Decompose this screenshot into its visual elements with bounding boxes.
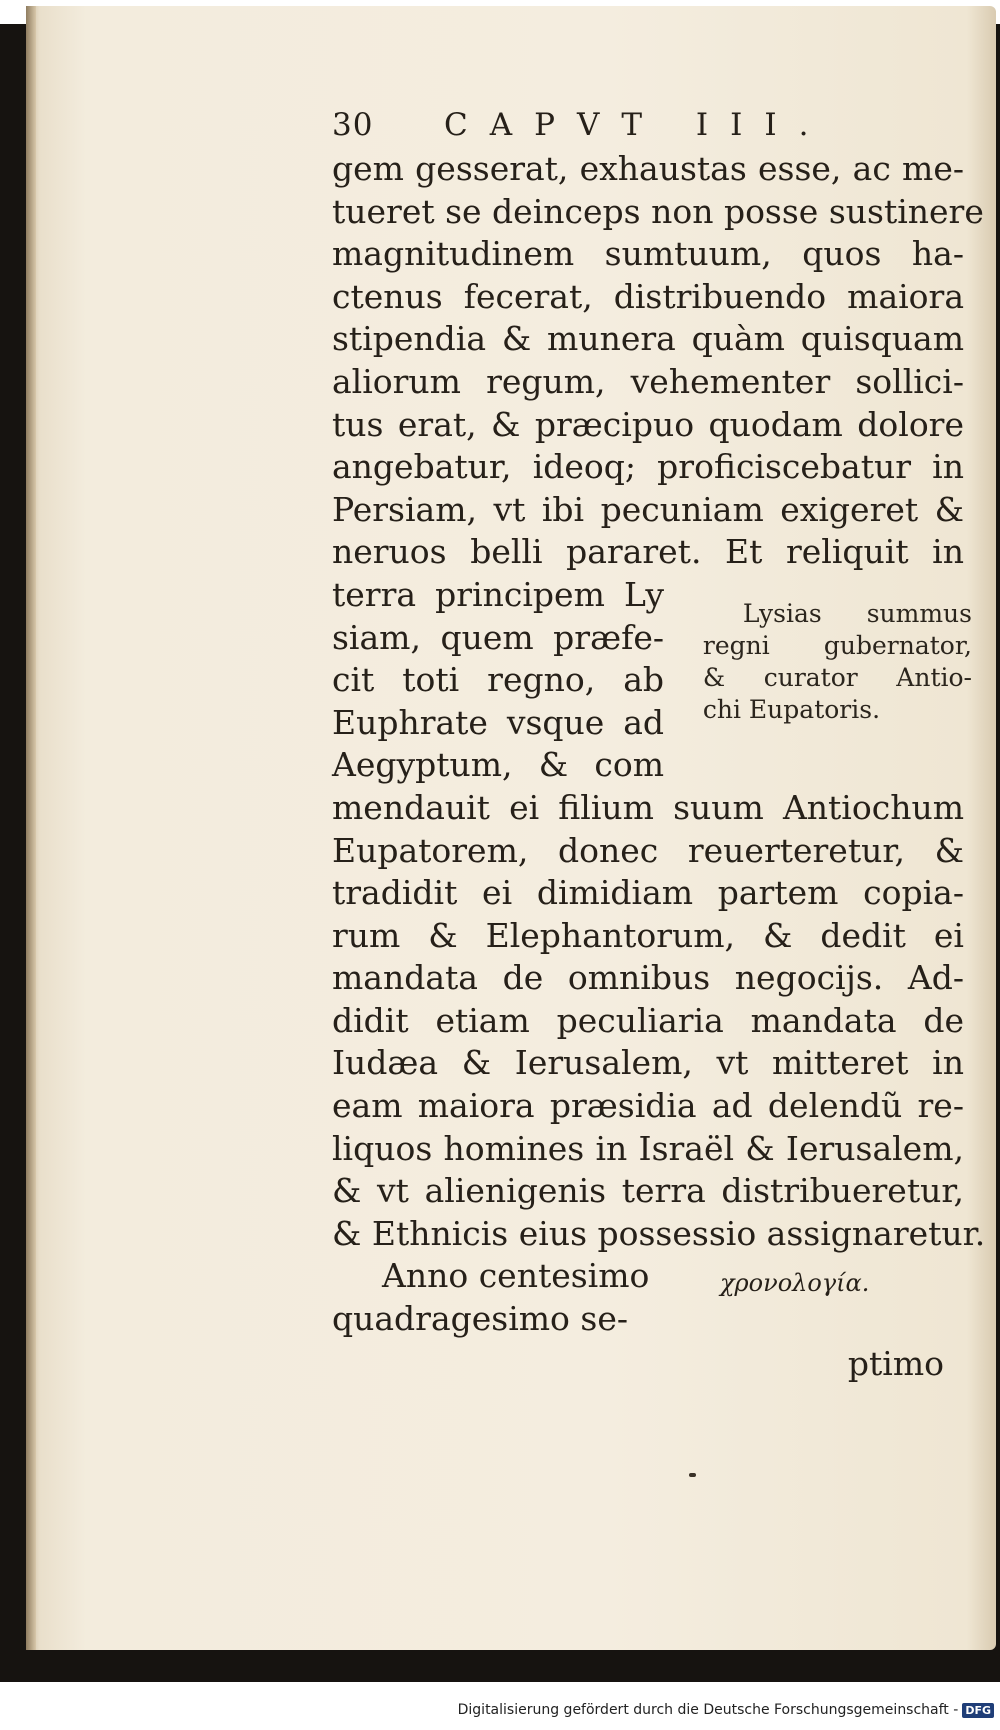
running-head: CAPVT III. xyxy=(444,107,831,143)
text-line: magnitudinem sumtuum, quos ha- xyxy=(332,234,964,274)
text-line: Eupatorem, donec reuerteretur, & xyxy=(332,830,964,870)
text-line: Anno centesimo xyxy=(382,1256,650,1296)
text-line: gem gesserat, exhaustas esse, ac me- xyxy=(332,149,964,188)
margin-note-line: & curator Antio- xyxy=(702,662,972,692)
greek-margin-note: χρονολογία. xyxy=(720,1269,870,1298)
text-line: cit toti regno, ab xyxy=(332,660,664,700)
text-line: rum & Elephantorum, & dedit ei xyxy=(332,915,964,955)
text-line: quadragesimo se- xyxy=(332,1299,629,1339)
text-line: tus erat, & præcipuo quodam dolore xyxy=(332,404,964,444)
text-line: & vt alienigenis terra distribueretur, xyxy=(332,1171,964,1211)
text-line: didit etiam peculiaria mandata de xyxy=(332,1000,964,1040)
body-text-narrow xyxy=(332,574,671,787)
margin-note xyxy=(703,574,972,726)
text-line: angebatur, ideoq; proficiscebatur in xyxy=(332,447,964,487)
text-line: & Ethnicis eius possessio assignaretur. xyxy=(332,1213,986,1253)
final-lines-with-note xyxy=(332,1255,972,1340)
ink-speck xyxy=(689,1473,696,1477)
text-line: ctenus fecerat, distribuendo maiora xyxy=(332,276,964,316)
text-line: Persiam, vt ibi pecuniam exigeret & xyxy=(332,489,964,529)
text-line: tradidit ei dimidiam partem copia- xyxy=(332,873,964,913)
text-line: mandata de omnibus negocijs. Ad- xyxy=(332,958,964,998)
body-text-final xyxy=(332,1255,664,1340)
footer xyxy=(0,1690,1000,1730)
page-text-block xyxy=(332,102,986,1385)
text-with-margin-note xyxy=(332,574,972,787)
text-line: Aegyptum, & com xyxy=(332,745,664,785)
catchword: ptimo xyxy=(847,1343,944,1383)
text-line: Iudæa & Ierusalem, vt mitteret in xyxy=(332,1043,964,1083)
text-line: neruos belli pararet. Et reliquit in xyxy=(332,532,964,572)
page-number: 30 xyxy=(332,107,374,143)
page-header xyxy=(332,102,972,148)
footer-credit: Digitalisierung gefördert durch die Deutsche Forschungsgemeinschaft - xyxy=(457,1702,959,1718)
text-line: liquos homines in Israël & Ierusalem, xyxy=(332,1128,964,1168)
text-line: mendauit ei filium suum Antiochum xyxy=(332,787,964,827)
page-gutter xyxy=(26,6,36,1650)
text-line: Euphrate vsque ad xyxy=(332,702,664,742)
text-line: tueret se deinceps non posse sustinere xyxy=(332,191,984,231)
text-line: siam, quem præfe- xyxy=(332,617,664,657)
body-text-bottom xyxy=(332,787,986,1256)
margin-note-line: regni gubernator, xyxy=(702,630,972,660)
text-line: stipendia & munera quàm quisquam xyxy=(332,319,964,359)
margin-note-line: chi Eupatoris. xyxy=(702,694,881,724)
text-line: aliorum regum, vehementer sollici- xyxy=(332,361,964,401)
margin-note-line: Lysias summus xyxy=(742,598,972,628)
dfg-logo: DFG xyxy=(962,1703,994,1718)
text-line: eam maiora præsidia ad delendũ re- xyxy=(332,1086,964,1126)
text-line: terra principem Ly xyxy=(332,574,664,614)
body-text-top xyxy=(332,148,984,574)
